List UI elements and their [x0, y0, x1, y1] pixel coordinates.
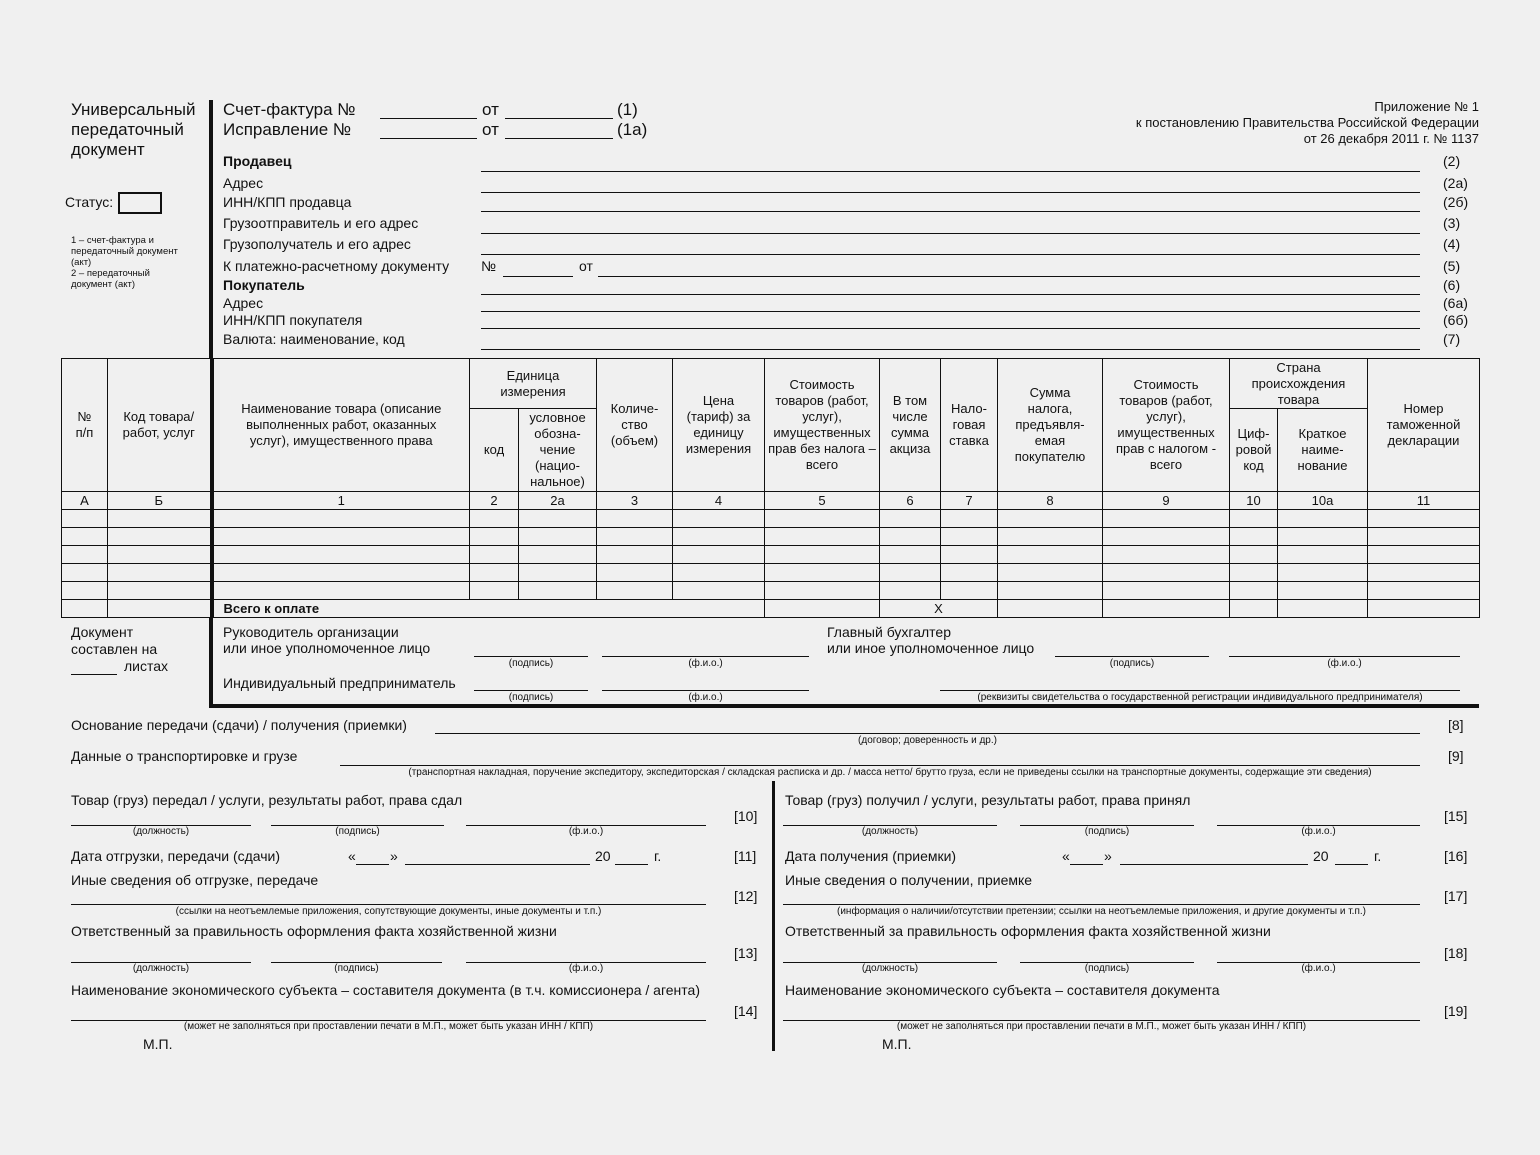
consignee-field[interactable] — [481, 254, 1420, 255]
head-label-line: или иное уполномоченное лицо — [223, 640, 431, 656]
basis-code: [8] — [1448, 717, 1464, 733]
invoice-code: (1) — [617, 100, 638, 119]
cell[interactable] — [673, 564, 765, 582]
ship-date-label: Дата отгрузки, передачи (сдачи) — [71, 848, 281, 864]
handed-position-hint: (должность) — [132, 826, 190, 837]
cell[interactable] — [1278, 582, 1368, 600]
ship-year-field[interactable] — [615, 864, 648, 865]
left-responsible-position-hint: (должность) — [132, 963, 190, 974]
currency-field[interactable] — [481, 349, 1420, 350]
cell[interactable] — [1278, 510, 1368, 528]
cell[interactable] — [880, 528, 941, 546]
cell[interactable] — [1230, 564, 1278, 582]
accountant-signature-field[interactable] — [1055, 656, 1209, 657]
cell[interactable] — [1368, 528, 1480, 546]
receive-month-field[interactable] — [1120, 864, 1308, 865]
header-code: Код товара/ работ, услуг — [108, 359, 212, 492]
cell[interactable] — [765, 546, 880, 564]
cell[interactable] — [62, 528, 108, 546]
total-cost-no-tax[interactable] — [765, 600, 880, 618]
cell[interactable] — [519, 564, 597, 582]
payment-doc-no-label: № — [481, 258, 497, 274]
header-tax-rate: Нало-говая ставка — [941, 359, 998, 492]
right-responsible-code: [18] — [1444, 945, 1468, 961]
cell[interactable] — [519, 546, 597, 564]
legend-line: 1 – счет-фактура и — [71, 235, 154, 246]
cell[interactable] — [519, 582, 597, 600]
header-name: Наименование товара (описание выполненных работ, оказанных услуг), имущественного права — [212, 359, 470, 492]
left-responsible-signature-hint: (подпись) — [334, 963, 379, 974]
total-excise-mark: X — [880, 600, 998, 618]
cell[interactable] — [62, 546, 108, 564]
cell[interactable] — [1278, 564, 1368, 582]
cell[interactable] — [1230, 546, 1278, 564]
ship-day-field[interactable] — [356, 864, 389, 865]
buyer-field[interactable] — [481, 294, 1420, 295]
cell[interactable] — [1278, 528, 1368, 546]
cell[interactable] — [470, 510, 519, 528]
header-excise: В том числе сумма акциза — [880, 359, 941, 492]
buyer-address-code: (6а) — [1443, 295, 1468, 311]
cell — [1230, 600, 1278, 618]
entrepreneur-signature-field[interactable] — [474, 690, 588, 691]
cell[interactable] — [998, 564, 1103, 582]
cell[interactable] — [1230, 528, 1278, 546]
right-entity-code: [19] — [1444, 1003, 1468, 1019]
ship-other-label: Иные сведения об отгрузке, передаче — [71, 872, 319, 888]
handed-label: Товар (груз) передал / услуги, результаты работ, права сдал — [71, 792, 463, 808]
colnum: Б — [108, 492, 212, 510]
legend-line: 2 – передаточный — [71, 268, 150, 279]
cell[interactable] — [1368, 546, 1480, 564]
receive-day-field[interactable] — [1070, 864, 1103, 865]
cell[interactable] — [1103, 528, 1230, 546]
handed-signature-hint: (подпись) — [335, 826, 380, 837]
cell[interactable] — [1103, 546, 1230, 564]
table-row[interactable] — [62, 528, 1480, 546]
cell[interactable] — [108, 582, 212, 600]
head-signature-hint: (подпись) — [508, 658, 554, 669]
header-unit-group: Единица измерения — [470, 359, 597, 409]
seller-address-label: Адрес — [223, 175, 264, 191]
total-label: Всего к оплате — [212, 600, 765, 618]
ship-year-suffix: г. — [654, 848, 662, 864]
legend-line: передаточный документ — [71, 246, 178, 257]
cell[interactable] — [212, 528, 470, 546]
signature-bottom-line — [209, 704, 1479, 708]
cell[interactable] — [519, 510, 597, 528]
cell[interactable] — [470, 582, 519, 600]
seller-inn-code: (2б) — [1443, 194, 1469, 210]
document-title — [71, 100, 196, 160]
received-code: [15] — [1444, 808, 1468, 824]
seller-field[interactable] — [481, 171, 1420, 172]
correction-date-field[interactable] — [505, 138, 613, 139]
received-position-hint: (должность) — [861, 826, 919, 837]
payment-doc-from-label: от — [579, 258, 593, 274]
colnum: 11 — [1368, 492, 1480, 510]
basis-field[interactable] — [435, 733, 1420, 734]
cell[interactable] — [1103, 582, 1230, 600]
cell[interactable] — [470, 546, 519, 564]
status-input-box[interactable] — [118, 192, 162, 214]
cell[interactable] — [941, 546, 998, 564]
title-line: документ — [71, 140, 145, 159]
table-row[interactable] — [62, 546, 1480, 564]
right-responsible-label: Ответственный за правильность оформления факта хозяйственной жизни — [785, 923, 1271, 939]
left-responsible-code: [13] — [734, 945, 758, 961]
seller-code: (2) — [1443, 153, 1461, 169]
seller-label: Продавец — [223, 153, 292, 169]
right-responsible-fio-hint: (ф.и.о.) — [1301, 963, 1336, 974]
cell[interactable] — [108, 528, 212, 546]
header-cost-no-tax: Стоимость товаров (работ, услуг), имущественных прав без налога – всего — [765, 359, 880, 492]
left-entity-label: Наименование экономического субъекта – составителя документа (в т.ч. комиссионера / агента) — [71, 982, 700, 998]
head-fio-hint: (ф.и.о.) — [688, 658, 723, 669]
seller-address-field[interactable] — [481, 192, 1420, 193]
cell[interactable] — [765, 510, 880, 528]
cell[interactable] — [673, 528, 765, 546]
header-unit-code: код — [470, 409, 519, 492]
invoice-date-field[interactable] — [505, 118, 613, 119]
right-responsible-signature-hint: (подпись) — [1084, 963, 1130, 974]
cell[interactable] — [673, 546, 765, 564]
cell[interactable] — [597, 528, 673, 546]
shipper-label: Грузоотправитель и его адрес — [223, 215, 419, 231]
right-entity-hint: (может не заполняться при проставлении печати в М.П., может быть указан ИНН / КПП) — [896, 1021, 1307, 1032]
appendix-line: от 26 декабря 2011 г. № 1137 — [1303, 131, 1479, 146]
accountant-label — [827, 624, 1034, 656]
entrepreneur-label: Индивидуальный предприниматель — [223, 675, 456, 691]
header-tax-sum: Сумма налога, предъявля-емая покупателю — [998, 359, 1103, 492]
entrepreneur-signature-hint: (подпись) — [508, 692, 554, 703]
correction-number-field[interactable] — [380, 138, 477, 139]
sheets-suffix: листах — [124, 658, 169, 674]
ship-date-open: « — [348, 848, 356, 864]
cell[interactable] — [1230, 510, 1278, 528]
ship-date-close: » — [390, 848, 398, 864]
cell[interactable] — [1368, 510, 1480, 528]
cell[interactable] — [880, 582, 941, 600]
receive-year-suffix: г. — [1374, 848, 1382, 864]
cell[interactable] — [1230, 582, 1278, 600]
header-customs: Номер таможенной декларации — [1368, 359, 1480, 492]
left-responsible-fio-hint: (ф.и.о.) — [568, 963, 604, 974]
cell[interactable] — [597, 546, 673, 564]
header-num: № п/п — [62, 359, 108, 492]
cell[interactable] — [673, 582, 765, 600]
appendix-note — [1136, 99, 1479, 147]
received-label: Товар (груз) получил / услуги, результаты работ, права принял — [785, 792, 1191, 808]
total-tax-sum[interactable] — [998, 600, 1103, 618]
head-label — [223, 624, 430, 656]
cell[interactable] — [941, 528, 998, 546]
transport-code: [9] — [1448, 748, 1464, 764]
ship-other-code: [12] — [734, 888, 758, 904]
payment-doc-number-field[interactable] — [503, 276, 573, 277]
shipper-field[interactable] — [481, 233, 1420, 234]
column-numbers-row — [62, 492, 1480, 510]
basis-hint: (договор; доверенность и др.) — [858, 735, 997, 746]
cell[interactable] — [212, 546, 470, 564]
accountant-fio-field[interactable] — [1229, 656, 1460, 657]
entrepreneur-reg-field[interactable] — [940, 690, 1460, 691]
cell[interactable] — [62, 510, 108, 528]
correction-code: (1а) — [617, 120, 648, 139]
accountant-label-line: или иное уполномоченное лицо — [827, 640, 1035, 656]
buyer-address-label: Адрес — [223, 295, 264, 311]
ship-other-field[interactable] — [71, 904, 706, 905]
buyer-inn-code: (6б) — [1443, 312, 1469, 328]
receive-date-label: Дата получения (приемки) — [785, 848, 957, 864]
left-entity-hint: (может не заполняться при проставлении печати в М.П., может быть указан ИНН / КПП) — [183, 1021, 594, 1032]
invoice-label: Счет-фактура № — [223, 100, 356, 119]
left-stamp: М.П. — [143, 1036, 173, 1052]
left-entity-code: [14] — [734, 1003, 758, 1019]
status-label: Статус: — [65, 194, 114, 210]
colnum: 2 — [470, 492, 519, 510]
payment-doc-code: (5) — [1443, 258, 1461, 274]
colnum: А — [62, 492, 108, 510]
cell[interactable] — [62, 564, 108, 582]
cell[interactable] — [1103, 510, 1230, 528]
accountant-fio-hint: (ф.и.о.) — [1327, 658, 1362, 669]
cell — [1278, 600, 1368, 618]
cell[interactable] — [108, 564, 212, 582]
currency-label: Валюта: наименование, код — [223, 331, 405, 347]
colnum: 4 — [673, 492, 765, 510]
correction-label: Исправление № — [223, 120, 352, 139]
entrepreneur-fio-field[interactable] — [602, 690, 809, 691]
head-fio-field[interactable] — [602, 656, 809, 657]
colnum: 5 — [765, 492, 880, 510]
colnum: 1 — [212, 492, 470, 510]
consignee-code: (4) — [1443, 236, 1461, 252]
cell[interactable] — [941, 564, 998, 582]
received-signature-hint: (подпись) — [1084, 826, 1130, 837]
transport-hint: (транспортная накладная, поручение экспедитору, экспедиторская / складская расписка и др. / масса нетто/ брутто груза, если не приведены ссылки на транспортные документы, содержащие эти сведения) — [408, 767, 1372, 778]
cell — [108, 600, 212, 618]
colnum: 6 — [880, 492, 941, 510]
cell[interactable] — [765, 528, 880, 546]
accountant-signature-hint: (подпись) — [1109, 658, 1155, 669]
right-responsible-position-hint: (должность) — [861, 963, 919, 974]
cell[interactable] — [941, 582, 998, 600]
cell[interactable] — [62, 582, 108, 600]
seller-inn-label: ИНН/КПП продавца — [223, 194, 352, 210]
header-country-group: Страна происхождения товара — [1230, 359, 1368, 409]
sheets-count-field[interactable] — [71, 674, 117, 675]
receive-other-label: Иные сведения о получении, приемке — [785, 872, 1033, 888]
table-row[interactable] — [62, 564, 1480, 582]
appendix-line: к постановлению Правительства Российской Федерации — [1135, 115, 1479, 130]
head-label-line: Руководитель организации — [223, 624, 399, 640]
legend-line: документ (акт) — [71, 279, 136, 290]
received-fio-hint: (ф.и.о.) — [1301, 826, 1336, 837]
accountant-label-line: Главный бухгалтер — [827, 624, 951, 640]
header-country-code: Циф-ровой код — [1230, 409, 1278, 492]
header-cost-with-tax: Стоимость товаров (работ, услуг), имущественных прав с налогом - всего — [1103, 359, 1230, 492]
items-table — [61, 358, 1480, 618]
correction-from: от — [482, 120, 499, 139]
cell[interactable] — [597, 564, 673, 582]
cell — [1368, 600, 1480, 618]
title-line: Универсальный — [71, 100, 196, 119]
ship-other-hint: (ссылки на неотъемлемые приложения, сопутствующие документы, иные документы и т.п.) — [175, 906, 602, 917]
buyer-code: (6) — [1443, 277, 1461, 293]
colnum: 7 — [941, 492, 998, 510]
invoice-from: от — [482, 100, 499, 119]
header-country-name: Краткое наиме-нование — [1278, 409, 1368, 492]
cell[interactable] — [519, 528, 597, 546]
head-signature-field[interactable] — [474, 656, 588, 657]
currency-code: (7) — [1443, 331, 1461, 347]
seller-address-code: (2а) — [1443, 175, 1468, 191]
cell[interactable] — [1368, 564, 1480, 582]
header-price: Цена (тариф) за единицу измерения — [673, 359, 765, 492]
buyer-label: Покупатель — [223, 277, 305, 293]
buyer-inn-field[interactable] — [481, 328, 1420, 329]
receive-other-field[interactable] — [783, 904, 1420, 905]
sides-divider — [772, 781, 775, 1051]
receive-date-code: [16] — [1444, 848, 1468, 864]
handed-fio-hint: (ф.и.о.) — [568, 826, 604, 837]
consignee-label: Грузополучатель и его адрес — [223, 236, 411, 252]
cell[interactable] — [470, 564, 519, 582]
right-entity-label: Наименование экономического субъекта – составителя документа — [785, 982, 1220, 998]
receive-year-field[interactable] — [1335, 864, 1368, 865]
colnum: 2а — [519, 492, 597, 510]
transport-label: Данные о транспортировке и грузе — [71, 748, 298, 764]
cell[interactable] — [941, 510, 998, 528]
cell[interactable] — [765, 582, 880, 600]
cell[interactable] — [597, 510, 673, 528]
cell[interactable] — [1368, 582, 1480, 600]
title-line: передаточный — [71, 120, 184, 139]
payment-doc-label: К платежно-расчетному документу — [223, 258, 450, 274]
receive-date-open: « — [1062, 848, 1070, 864]
cell[interactable] — [998, 582, 1103, 600]
sheets-note — [71, 624, 157, 658]
cell — [62, 600, 108, 618]
cell[interactable] — [765, 564, 880, 582]
sheets-line: составлен на — [71, 641, 158, 657]
left-responsible-label: Ответственный за правильность оформления факта хозяйственной жизни — [71, 923, 557, 939]
signature-divider — [209, 617, 213, 707]
seller-inn-field[interactable] — [481, 211, 1420, 212]
shipper-code: (3) — [1443, 215, 1461, 231]
receive-other-hint: (информация о наличии/отсутствии претензии; ссылки на неотъемлемые приложения, и другие документы и т.п.) — [837, 906, 1366, 917]
cell[interactable] — [597, 582, 673, 600]
cell[interactable] — [880, 546, 941, 564]
cell[interactable] — [212, 582, 470, 600]
invoice-number-field[interactable] — [380, 118, 477, 119]
status-legend — [71, 235, 178, 290]
ship-year-prefix: 20 — [595, 848, 611, 864]
cell[interactable] — [998, 528, 1103, 546]
cell[interactable] — [880, 564, 941, 582]
right-stamp: М.П. — [882, 1036, 912, 1052]
payment-doc-date-field[interactable] — [598, 276, 1420, 277]
cell[interactable] — [108, 546, 212, 564]
table-row[interactable] — [62, 582, 1480, 600]
ship-date-code: [11] — [734, 848, 757, 864]
cell[interactable] — [998, 510, 1103, 528]
entrepreneur-reg-hint: (реквизиты свидетельства о государственной регистрации индивидуального предпринимателя) — [977, 692, 1423, 703]
basis-label: Основание передачи (сдачи) / получения (приемки) — [71, 717, 407, 733]
total-row — [62, 600, 1480, 618]
receive-other-code: [17] — [1444, 888, 1468, 904]
legend-line: (акт) — [71, 257, 92, 268]
receive-date-close: » — [1104, 848, 1112, 864]
header-qty: Количе-ство (объем) — [597, 359, 673, 492]
cell[interactable] — [1103, 564, 1230, 582]
cell[interactable] — [108, 510, 212, 528]
transport-field[interactable] — [340, 765, 1420, 766]
buyer-inn-label: ИНН/КПП покупателя — [223, 312, 363, 328]
cell[interactable] — [1278, 546, 1368, 564]
table-row[interactable] — [62, 510, 1480, 528]
cell[interactable] — [470, 528, 519, 546]
cell[interactable] — [673, 510, 765, 528]
colnum: 9 — [1103, 492, 1230, 510]
receive-year-prefix: 20 — [1313, 848, 1329, 864]
cell[interactable] — [998, 546, 1103, 564]
ship-month-field[interactable] — [405, 864, 590, 865]
colnum: 8 — [998, 492, 1103, 510]
cell[interactable] — [880, 510, 941, 528]
header-unit-symbol: условное обозна-чение (нацио-нальное) — [519, 409, 597, 492]
colnum: 10а — [1278, 492, 1368, 510]
entrepreneur-fio-hint: (ф.и.о.) — [688, 692, 723, 703]
header-divider — [209, 100, 213, 358]
colnum: 10 — [1230, 492, 1278, 510]
handed-code: [10] — [734, 808, 758, 824]
cell[interactable] — [212, 510, 470, 528]
buyer-address-field[interactable] — [481, 311, 1420, 312]
appendix-line: Приложение № 1 — [1374, 99, 1479, 114]
total-cost-with-tax[interactable] — [1103, 600, 1230, 618]
cell[interactable] — [212, 564, 470, 582]
colnum: 3 — [597, 492, 673, 510]
sheets-line: Документ — [71, 624, 134, 640]
